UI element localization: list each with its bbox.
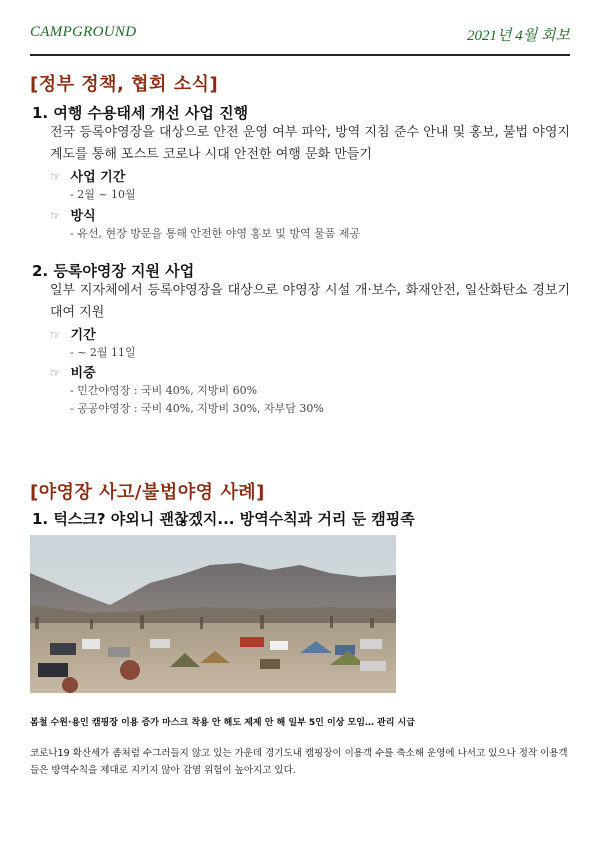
photo-caption: 봄철 수원·용인 캠핑장 이용 증가 마스크 착용 안 해도 제제 안 해 일부 5인 이상 모임… 관리 시급 [30,718,415,728]
sub-method-label: 방식 [70,209,96,224]
sub-duration-label: 기간 [70,328,96,343]
item-desc-tourism: 전국 등록야영장을 대상으로 안전 운영 여부 파악, 방역 지침 준수 안내 및 홍보, 불법 야영지 계도를 통해 포스트 코로나 시대 안전한 여행 문화 만들기 [50,125,570,162]
magazine-title: CAMPGROUND [30,24,137,40]
pointing-hand-icon: ☞ [50,366,61,380]
sub-method [50,205,96,224]
article-body: 코로나19 확산세가 좀처럼 수그러들지 않고 있는 가운데 경기도내 캠핑장이 이용객 수를 축소해 운영에 나서고 있으나 정작 이용객들은 방역수칙을 제대로 지키지 않아 감염 위험이 높아지고 있다. [30,748,568,776]
sub-ratio-detail-private: - 민간야영장 : 국비 40%, 지방비 60% [70,384,258,397]
item-title-support: 2. 등록야영장 지원 사업 [32,262,195,280]
campground-photo [30,535,396,693]
pointing-hand-icon: ☞ [50,209,61,223]
sub-ratio-detail-public: - 공공야영장 : 국비 40%, 지방비 30%, 자부담 30% [70,402,324,415]
sub-duration-detail: - ~ 2월 11일 [70,346,136,359]
header-divider [30,54,570,56]
sub-ratio-label: 비중 [70,366,96,381]
sub-duration [50,324,96,343]
pointing-hand-icon: ☞ [50,170,61,184]
item-desc-support: 일부 지자체에서 등록야영장을 대상으로 야영장 시설 개·보수, 화재안전, 일산화탄소 경보기 대여 지원 [50,283,570,320]
item-title-tourism: 1. 여행 수용태세 개선 사업 진행 [32,104,249,122]
section-title-policy: [정부 정책, 협회 소식] [30,74,219,95]
issue-date: 2021년 4월 회보 [467,28,570,44]
sub-method-detail: - 유선, 현장 방문을 통해 안전한 야영 홍보 및 방역 물품 제공 [70,227,361,240]
sub-ratio [50,362,96,381]
item-title-mask: 1. 턱스크? 야외니 괜찮겠지... 방역수칙과 거리 둔 캠핑족 [32,510,415,528]
section-title-incidents: [야영장 사고/불법야영 사례] [30,482,265,503]
sub-period [50,166,125,185]
sub-period-detail: - 2월 ~ 10월 [70,188,136,201]
sub-period-label: 사업 기간 [70,170,126,185]
pointing-hand-icon: ☞ [50,328,61,342]
